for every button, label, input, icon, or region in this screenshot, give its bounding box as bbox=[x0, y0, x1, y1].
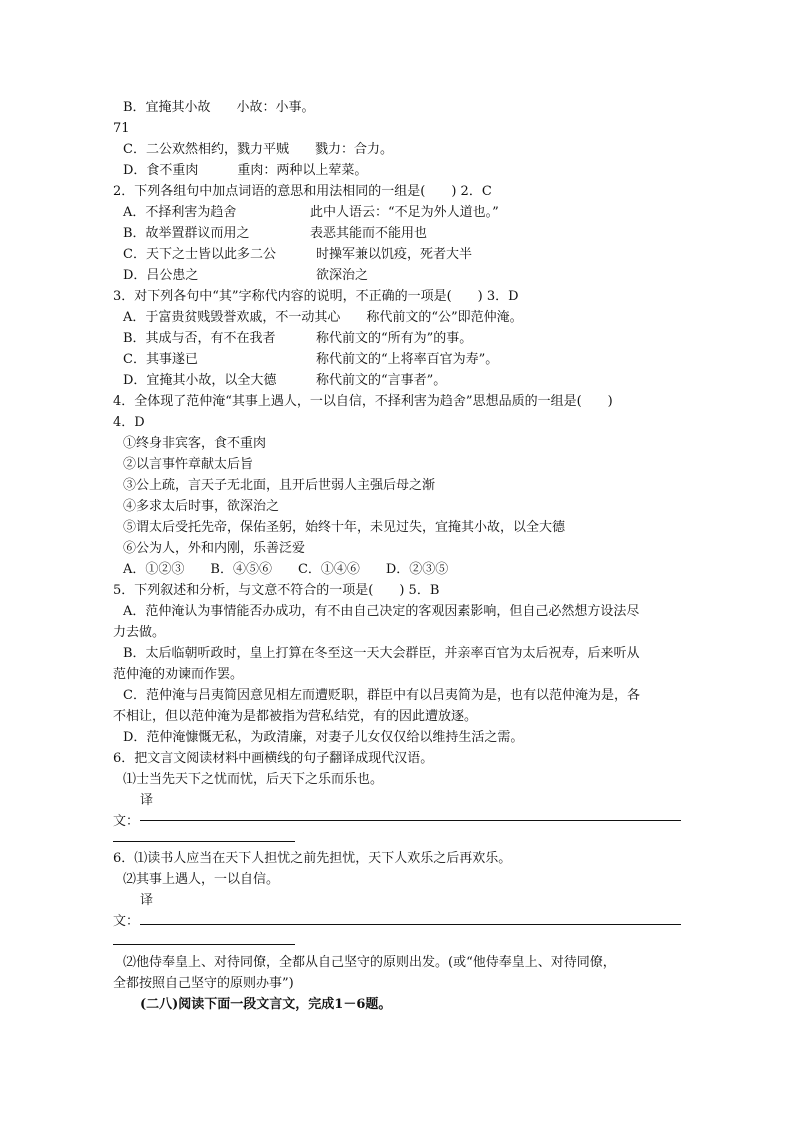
section-heading: (二八)阅读下面一段文言文，完成1－6题。 bbox=[140, 997, 392, 1012]
q2-option-a: A．不择利害为趋舍 bbox=[123, 205, 237, 220]
answer-line-2b[interactable] bbox=[113, 944, 295, 945]
q4-item-5: ⑤谓太后受托先帝，保佑圣躬，始终十年，未见过失，宜掩其小故，以全大德 bbox=[123, 520, 566, 535]
q4-item-3: ③公上疏，言天子无北面，且开后世弱人主强后母之渐 bbox=[123, 478, 436, 493]
answer-line-1b[interactable] bbox=[113, 841, 295, 842]
translate-label-2-cont: 文： bbox=[113, 914, 140, 929]
q5-option-d: D．范仲淹慷慨无私，为政清廉，对妻子儿女仅仅给以维持生活之需。 bbox=[123, 730, 524, 745]
q5-option-b: B．太后临朝听政时，皇上打算在冬至这一天大会群臣，并亲率百官为太后祝寿，后来听从 bbox=[123, 646, 640, 661]
q6-sentence-2: ⑵其事上遇人，一以自信。 bbox=[123, 872, 280, 887]
question-4: 4．全体现了范仲淹“其事上遇人，一以自信，不择利害为趋舍”思想品质的一组是( ) bbox=[113, 394, 613, 409]
q3-option-b-second: 称代前文的“所有为”的事。 bbox=[316, 331, 473, 346]
answer-line-2[interactable] bbox=[140, 924, 681, 925]
q2-option-c-second: 时操军兼以饥疫，死者大半 bbox=[316, 247, 473, 262]
q5-option-c-cont: 不相让，但以范仲淹为是都被指为营私结党，有的因此遭放逐。 bbox=[113, 709, 478, 724]
q2-option-a-second: 此中人语云：“不足为外人道也。” bbox=[310, 205, 499, 220]
q3-option-d: D．宜掩其小故，以全大德 bbox=[123, 373, 277, 388]
q3-option-c-second: 称代前文的“上将率百官为寿”。 bbox=[316, 352, 499, 367]
q3-option-d-second: 称代前文的“言事者”。 bbox=[316, 373, 447, 388]
q3-option-b: B．其成与否，有不在我者 bbox=[123, 331, 276, 346]
translate-label-1-cont: 文： bbox=[113, 814, 140, 829]
q2-option-d: D．吕公患之 bbox=[123, 268, 199, 283]
q4-item-6: ⑥公为人，外和内刚，乐善泛爱 bbox=[123, 541, 306, 556]
q6-answer-2: ⑵他侍奉皇上、对待同僚，全都从自己坚守的原则出发。(或“他侍奉皇上、对待同僚， bbox=[123, 955, 616, 970]
q5-option-b-cont: 范仲淹的劝谏而作罢。 bbox=[113, 667, 244, 682]
q5-option-a: A．范仲淹认为事情能否办成功，有不由自己决定的客观因素影响，但自己必然想方设法尽 bbox=[123, 604, 640, 619]
question-6: 6．把文言文阅读材料中画横线的句子翻译成现代汉语。 bbox=[113, 751, 434, 766]
q4-item-1: ①终身非宾客，食不重肉 bbox=[123, 436, 267, 451]
q4-item-4: ④多求太后时事，欲深治之 bbox=[123, 499, 280, 514]
option-b-line: B．宜掩其小故 小故：小事。 bbox=[123, 100, 315, 115]
translate-label-2: 译 bbox=[140, 893, 154, 908]
q2-option-d-second: 欲深治之 bbox=[316, 268, 369, 283]
q2-option-b-second: 表恶其能而不能用也 bbox=[310, 226, 428, 241]
q6-sentence-1: ⑴士当先天下之忧而忧，后天下之乐而乐也。 bbox=[123, 772, 384, 787]
option-c-line: C．二公欢然相约，戮力平贼 戮力：合力。 bbox=[123, 142, 393, 157]
q2-option-c: C．天下之士皆以此多二公 bbox=[123, 247, 276, 262]
option-d-line: D．食不重肉 重肉：两种以上荤菜。 bbox=[123, 163, 368, 178]
question-5: 5．下列叙述和分析，与文意不符合的一项是( ) 5．B bbox=[113, 583, 440, 598]
q5-option-a-cont: 力去做。 bbox=[113, 625, 166, 640]
page-number: 71 bbox=[113, 121, 130, 136]
q3-option-a: A．于富贵贫贱毁誉欢戚，不一动其心 称代前文的“公”即范仲淹。 bbox=[123, 310, 523, 325]
question-2: 2．下列各组句中加点词语的意思和用法相同的一组是( ) 2．C bbox=[113, 184, 492, 199]
q3-option-c: C．其事遂已 bbox=[123, 352, 198, 367]
q4-options: A．①②③ B．④⑤⑥ C．①④⑥ D．②③⑤ bbox=[123, 562, 449, 577]
question-3: 3．对下列各句中“其”字称代内容的说明，不正确的一项是( ) 3．D bbox=[113, 289, 519, 304]
q4-item-2: ②以言事忤章献太后旨 bbox=[123, 457, 254, 472]
q6-answer-2-cont: 全都按照自己坚守的原则办事”) bbox=[113, 976, 294, 991]
q5-option-c: C．范仲淹与吕夷简因意见相左而遭贬职，群臣中有以吕夷简为是，也有以范仲淹为是，各 bbox=[123, 688, 640, 703]
question-4-answer: 4．D bbox=[113, 415, 145, 430]
q2-option-b: B．故举置群议而用之 bbox=[123, 226, 250, 241]
q6-answer-1: 6．⑴读书人应当在天下人担忧之前先担忧，天下人欢乐之后再欢乐。 bbox=[113, 851, 512, 866]
translate-label-1: 译 bbox=[140, 793, 154, 808]
answer-line-1[interactable] bbox=[140, 820, 681, 821]
